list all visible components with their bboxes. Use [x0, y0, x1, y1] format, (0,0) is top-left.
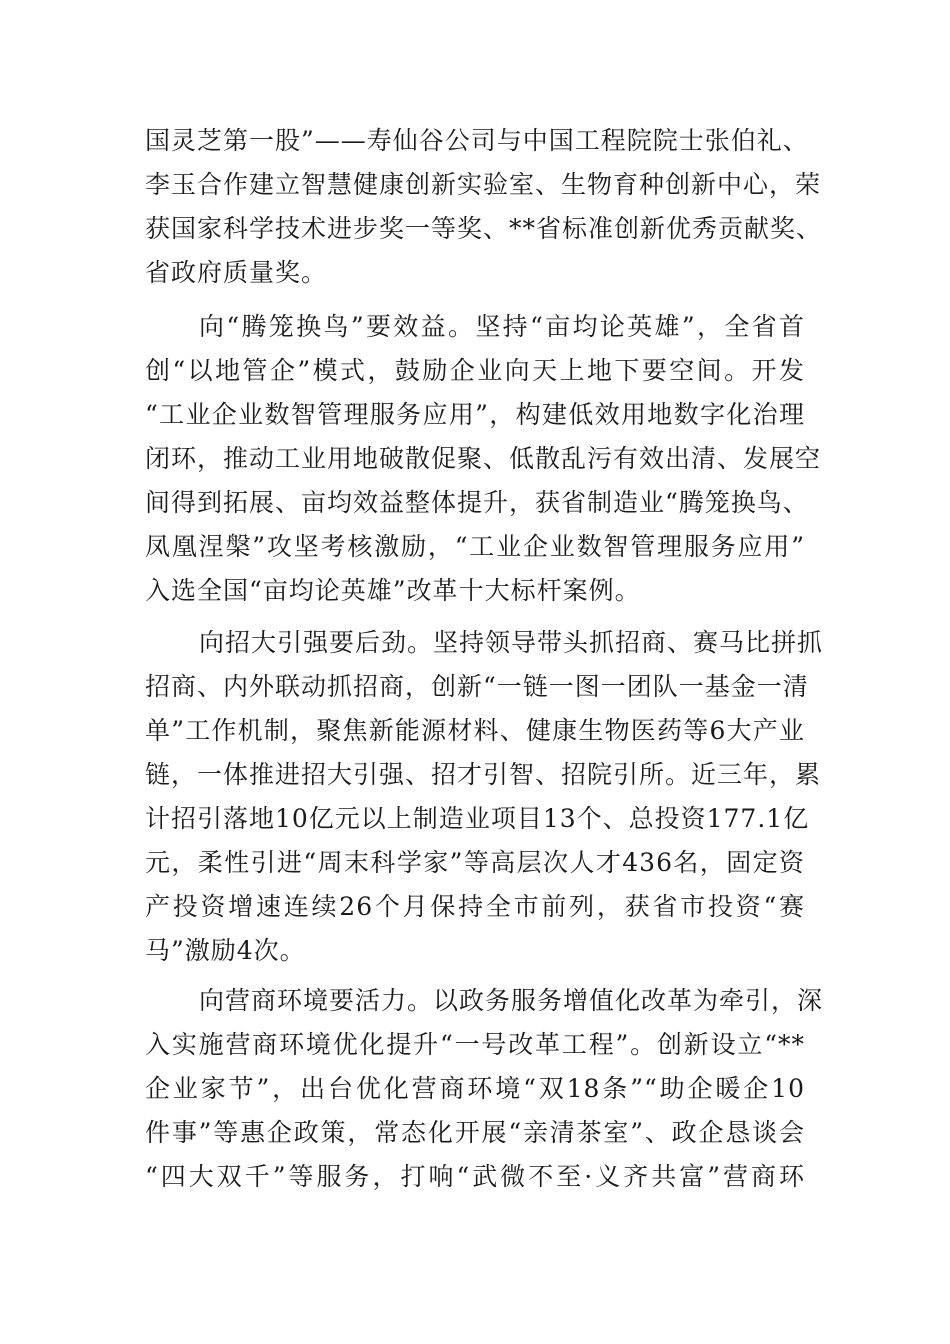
paragraph-first-line: 向招大引强要后劲。坚持领导带头抓招商、赛马比拼抓	[199, 628, 824, 657]
text-line: 闭环，推动工业用地破散促聚、低散乱污有效出清、发展空	[145, 444, 822, 473]
text-line: 产投资增速连续26个月保持全市前列，获省市投资“赛	[145, 892, 805, 921]
text-line: 链，一体推进招大引强、招才引智、招院引所。近三年，累	[145, 760, 822, 789]
text-line: 创“以地管企”模式，鼓励企业向天上地下要空间。开发	[145, 356, 805, 385]
text-line: 国灵芝第一股”——寿仙谷公司与中国工程院院士张伯礼、	[145, 126, 809, 155]
text-line: 计招引落地10亿元以上制造业项目13个、总投资177.1亿	[145, 804, 810, 833]
text-line: 元，柔性引进“周末科学家”等高层次人才436名，固定资	[145, 848, 805, 877]
text-line: 入选全国“亩均论英雄”改革十大标杆案例。	[145, 576, 641, 605]
text-line: 件事”等惠企政策，常态化开展“亲清茶室”、政企恳谈会	[145, 1118, 805, 1147]
text-line: 企业家节”，出台优化营商环境“双18条”“助企暖企10	[145, 1074, 805, 1103]
text-line: 单”工作机制，聚焦新能源材料、健康生物医药等6大产业	[145, 716, 805, 745]
text-line: 马”激励4次。	[145, 936, 306, 965]
text-line: 获国家科学技术进步奖一等奖、**省标准创新优秀贡献奖、	[145, 214, 823, 243]
text-line: 省政府质量奖。	[145, 258, 328, 287]
text-line: “四大双千”等服务，打响“武微不至·义齐共富”营商环	[145, 1162, 805, 1191]
paragraph-first-line: 向“腾笼换鸟”要效益。坚持“亩均论英雄”，全省首	[199, 312, 805, 341]
text-line: 凤凰涅槃”攻坚考核激励，“工业企业数智管理服务应用”	[145, 532, 805, 561]
text-line: 间得到拓展、亩均效益整体提升，获省制造业“腾笼换鸟、	[145, 488, 809, 517]
text-line: “工业企业数智管理服务应用”，构建低效用地数字化治理	[145, 400, 805, 429]
text-line: 招商、内外联动抓招商，创新“一链一图一团队一基金一清	[145, 672, 809, 701]
text-line: 李玉合作建立智慧健康创新实验室、生物育种创新中心，荣	[145, 170, 822, 199]
paragraph-first-line: 向营商环境要活力。以政务服务增值化改革为牵引，深	[199, 986, 824, 1015]
text-line: 入实施营商环境优化提升“一号改革工程”。创新设立“**	[145, 1030, 805, 1059]
